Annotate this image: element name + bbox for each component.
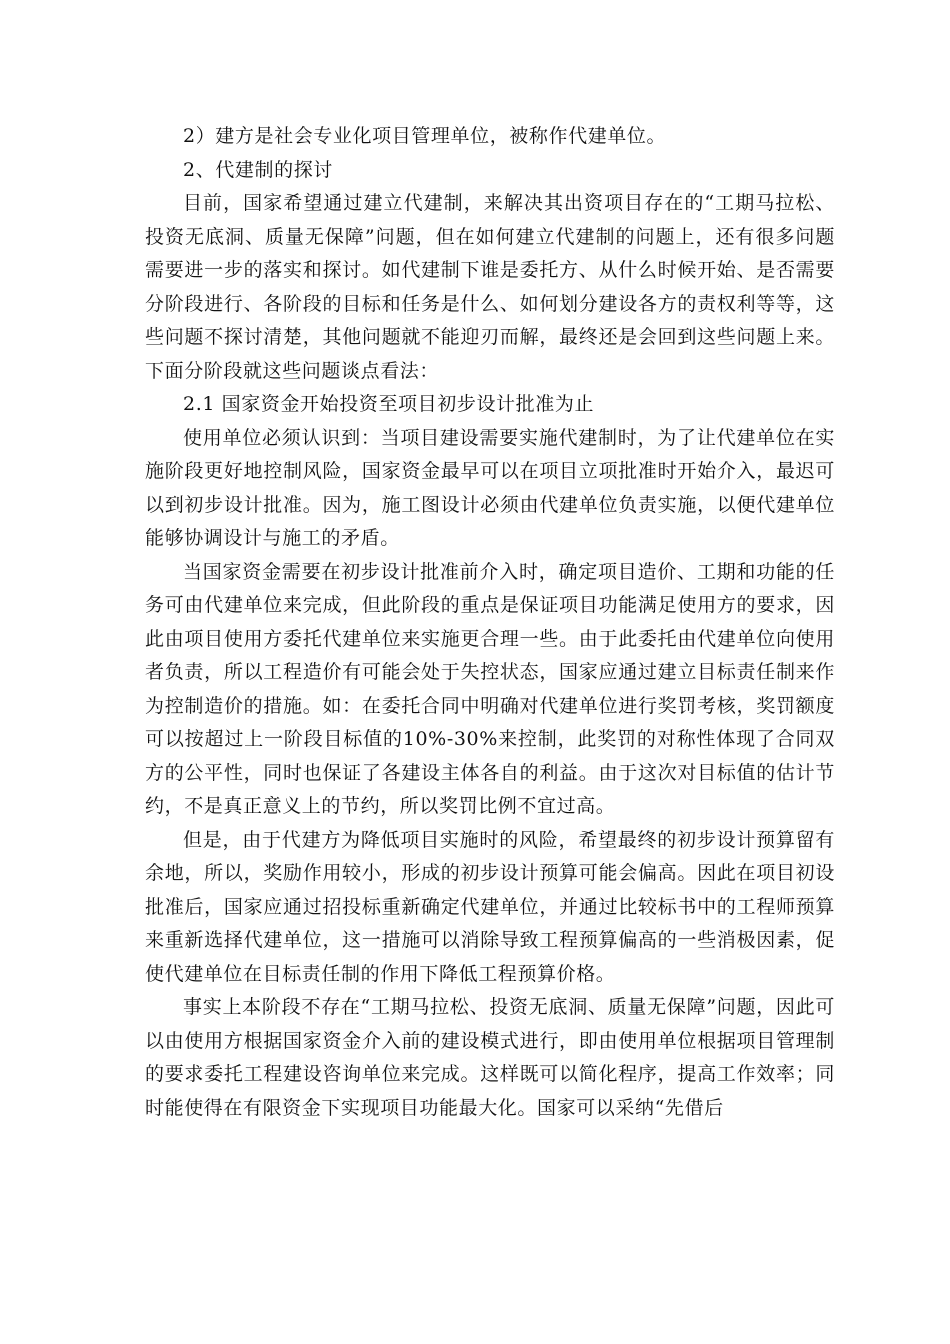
paragraph-8: 事实上本阶段不存在“工期马拉松、投资无底洞、质量无保障”问题，因此可以由使用方根据国家资金介入前的建设模式进行，即由使用单位根据项目管理制的要求委托工程建设咨询单位来完成。这样既可以简化程序，提高工作效率；同时能使得在有限资金下实现项目功能最大化。国家可以采纳“先借后 [145, 996, 835, 1119]
paragraph-1: 2）建方是社会专业化项目管理单位，被称作代建单位。 [183, 125, 667, 147]
paragraph-5: 使用单位必须认识到：当项目建设需要实施代建制时，为了让代建单位在实施阶段更好地控制风险，国家资金最早可以在项目立项批准时开始介入，最迟可以到初步设计批准。因为，施工图设计必须由代建单位负责实施，以便代建单位能够协调设计与施工的矛盾。 [145, 426, 835, 549]
paragraph-6: 当国家资金需要在初步设计批准前介入时，确定项目造价、工期和功能的任务可由代建单位来完成，但此阶段的重点是保证项目功能满足使用方的要求，因此由项目使用方委托代建单位来实施更合理一些。由于此委托由代建单位向使用者负责，所以工程造价有可能会处于失控状态，国家应通过建立目标责任制来作为控制造价的措施。如：在委托合同中明确对代建单位进行奖罚考核，奖罚额度可以按超过上一阶段目标值的10%-30%来控制，此奖罚的对称性体现了合同双方的公平性，同时也保证了各建设主体各自的利益。由于这次对目标值的估计节约，不是真正意义上的节约，所以奖罚比例不宜过高。 [145, 560, 835, 817]
paragraph-3: 目前，国家希望通过建立代建制，来解决其出资项目存在的“工期马拉松、投资无底洞、质量无保障”问题，但在如何建立代建制的问题上，还有很多问题需要进一步的落实和探讨。如代建制下谁是委托方、从什么时候开始、是否需要分阶段进行、各阶段的目标和任务是什么、如何划分建设各方的责权利等等，这些问题不探讨清楚，其他问题就不能迎刃而解，最终还是会回到这些问题上来。下面分阶段就这些问题谈点看法： [145, 192, 835, 382]
document-body [145, 120, 835, 1125]
paragraph-7: 但是，由于代建方为降低项目实施时的风险，希望最终的初步设计预算留有余地，所以，奖励作用较小，形成的初步设计预算可能会偏高。因此在项目初设批准后，国家应通过招投标重新确定代建单位，并通过比较标书中的工程师预算来重新选择代建单位，这一措施可以消除导致工程预算偏高的一些消极因素，促使代建单位在目标责任制的作用下降低工程预算价格。 [145, 828, 835, 985]
section-heading-2-1: 2.1 国家资金开始投资至项目初步设计批准为止 [183, 393, 595, 415]
section-heading-2: 2、代建制的探讨 [183, 158, 333, 181]
